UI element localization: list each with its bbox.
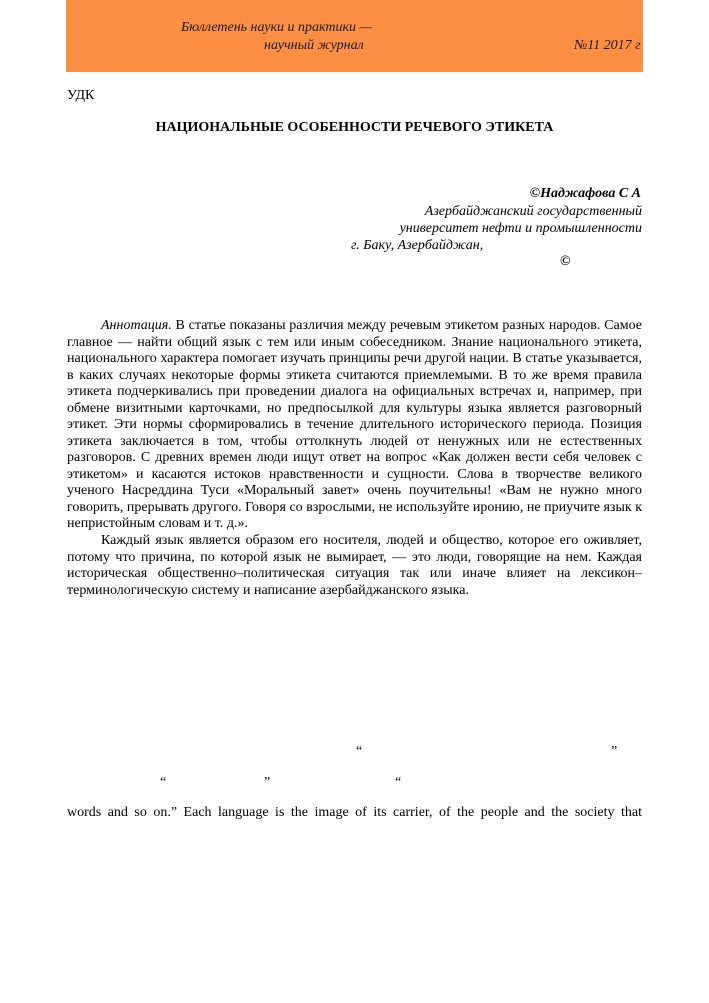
author-name: ©Наджафова С А [529, 186, 641, 201]
copyright-symbol: © [560, 254, 571, 269]
quote-mark: ” [611, 744, 618, 759]
body-paragraph-text: Каждый язык является образом его носителя, людей и общество, которое его оживляет, потому что причина, по которой язык не вымирает, — это люди, говорящие на нем. Каждая историческая общественно–политическая ситуация так или иначе влияет на лексикон–терминологическую систему и написание азербайджанского языка. [67, 533, 642, 598]
article-title: НАЦИОНАЛЬНЫЕ ОСОБЕННОСТИ РЕЧЕВОГО ЭТИКЕТА [155, 120, 554, 135]
issue-number: №11 2017 г [574, 38, 641, 53]
journal-title-line2: научный журнал [264, 38, 364, 53]
affiliation-city: г. Баку, Азербайджан, [351, 238, 484, 253]
affiliation-line2: университет нефти и промышленности [399, 221, 642, 236]
journal-title-line1: Бюллетень науки и практики — [181, 20, 373, 35]
abstract-text: В статье показаны различия между речевым этикетом разных народов. Самое главное — найти общий язык с тем или иным собеседником. Знание национального этикета, национального характера помогает изучать принципы речи другой нации. В статье указывается, в каких случаях некоторые формы этикета считаются приемлемыми. В то же время правила этикета подчеркивались при проведении диалога на официальных встречах и, например, при обмене визитными карточками, но предпосылкой для культуры языка является разговорный этикет. Эти нормы сформировались в течение длительного исторического периода. Позиция этикета заключается в том, чтобы оттолкнуть людей от ненужных или не естественных разговоров. С древних времен люди ищут ответ на вопрос «Как должен вести себя человек с этикетом» и касаются истоков нравственности и сущности. Слова в творчестве великого ученого Насреддина Туси «Моральный завет» очень поучительны! «Вам не нужно много говорить, прерывать другого. Говоря со взрослыми, не используйте иронию, не приучите язык к непристойным словам и т. д.». [67, 318, 642, 531]
udk-label: УДК [67, 88, 95, 103]
journal-header-band [66, 0, 643, 72]
abstract-paragraph [67, 318, 642, 533]
abstract-label: Аннотация. [101, 318, 172, 333]
quote-mark: “ [356, 744, 363, 759]
body-paragraph [67, 533, 642, 599]
quote-mark: “ [395, 775, 402, 790]
affiliation-line1: Азербайджанский государственный [424, 204, 642, 219]
english-text-line: words and so on.” Each language is the image of its carrier, of the people and the society that [67, 805, 642, 820]
quote-mark: ” [264, 775, 271, 790]
quote-mark: “ [160, 775, 167, 790]
